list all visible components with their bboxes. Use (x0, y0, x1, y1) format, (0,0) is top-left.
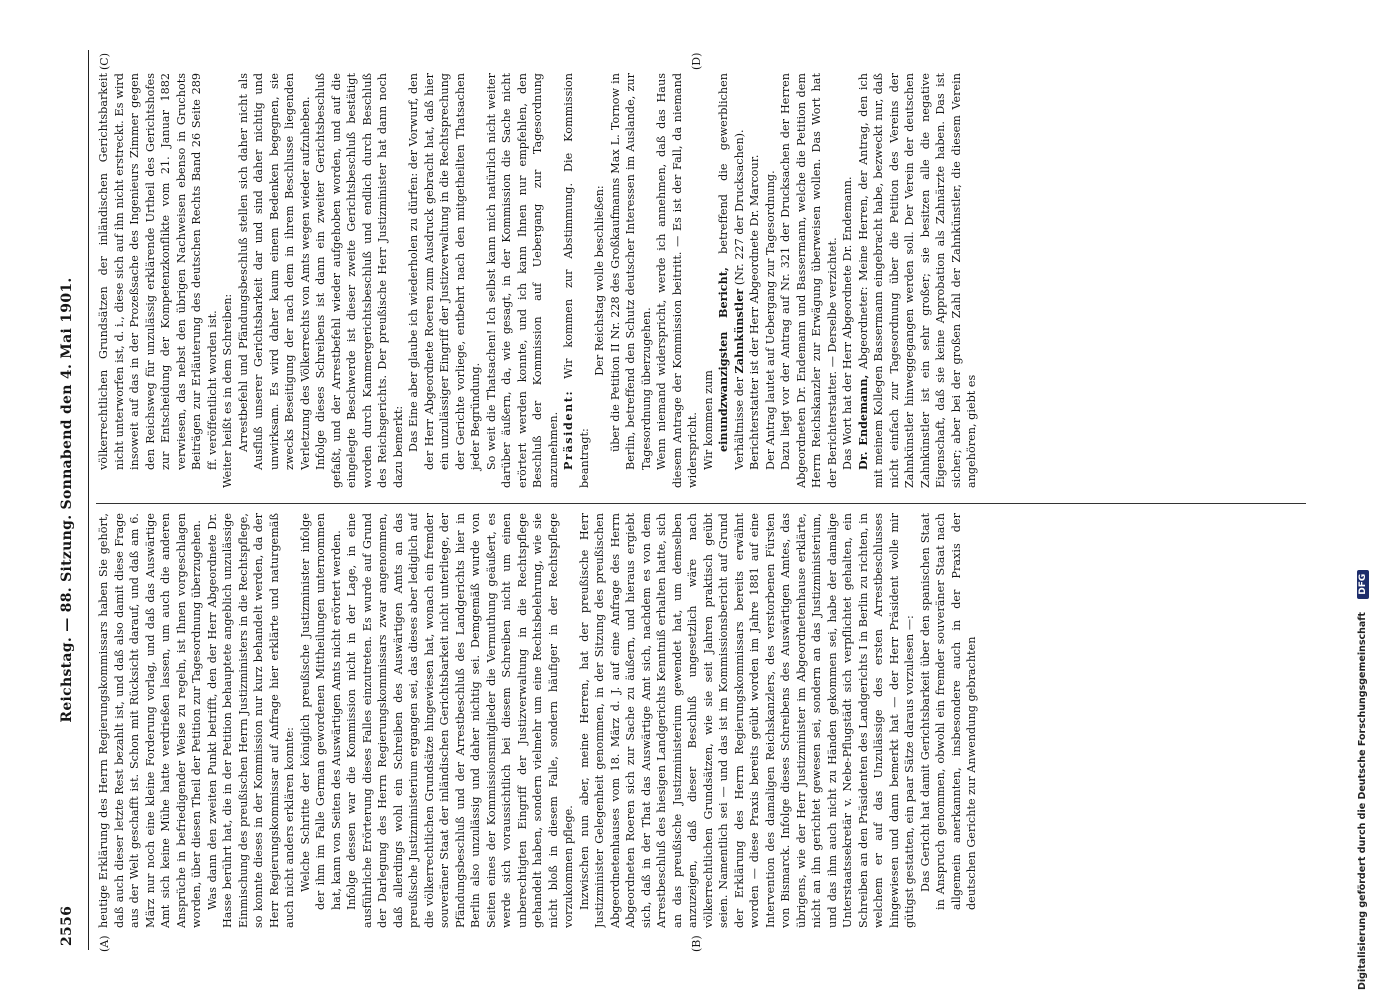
margin-marker-a: (A) (98, 935, 111, 952)
paragraph: Was dann den zweiten Punkt betrifft, den der Herr Abgeordnete Dr. Hasse berührt hat, die in der Petition behauptete angeblich unzulässige Einmischung des preußischen Herrn Justizministers in die Rechtspflege, so konnte dieses in der Kommission nur kurz behandelt werden, da der Herr Regierungskommissar auf Anfrage hier erklärte und naturgemäß auch nicht anders erklären konnte: (205, 513, 296, 928)
quote: Das Eine aber glaube ich wiederholen zu dürfen: der Vorwurf, den der Herr Abgeordnete Roeren zum Ausdruck gebracht hat, daß hier ein unzulässiger Eingriff der Justizverwaltung in die Rechtsprechung der Gerichte vorliege, entbehrt nach den mitgetheilten Thatsachen jeder Begründung. (407, 73, 482, 470)
paragraph (561, 73, 592, 488)
margin-marker-b: (B) (690, 935, 703, 952)
document-page (50, 50, 1320, 950)
page-header (50, 50, 84, 950)
resolution-text: über die Petition II Nr. 228 des Großkaufmanns Max L. Tornow in Berlin, betreffend den Schutz deutscher Interessen im Auslande, zur Tagesordnung überzugehen. (608, 73, 653, 470)
dfg-logo: DFG (1357, 570, 1369, 599)
header-rule (88, 50, 89, 950)
speaker-endemann: Dr. Endemann, (856, 374, 870, 470)
quote: völkerrechtlichen Grundsätzen der inländischen Gerichtsbarkeit nicht unterworfen ist, d. i., diese sich auf ihn nicht erstreckt. Es wird insoweit auf das in der Prozeßsache des Ingenieurs Zimmer gegen den Reichsweg für unzulässig erklärende Urtheil des Gerichtshofes zur Entscheidung der Kompetenzkonflikte vom 21. Januar 1882 verwiesen, das nebst den übrigen Nachweisen ebenso in Gruchots Beiträgen zur Erläuterung des deutschen Rechts Band 26 Seite 289 ff. veröffentlicht worden ist. (97, 73, 219, 470)
column-divider (96, 503, 1306, 504)
right-column (96, 73, 1306, 488)
report-title: einundzwanzigsten Bericht, (717, 267, 730, 452)
paragraph: So weit die Thatsachen! Ich selbst kann mich natürlich nicht weiter darüber äußern, da, wie gesagt, in der Kommission die Sache nicht erörtert werden konnte, und ich kann Ihnen nur empfehlen, den Beschluß der Kommission auf Uebergang zur Tagesordnung anzunehmen. (484, 73, 560, 488)
paragraph: Wenn niemand widerspricht, werde ich annehmen, daß das Haus diesem Antrage der Kommission beitritt. — Es ist der Fall, da niemand widerspricht. (655, 73, 699, 488)
quote: Welche Schritte der königlich preußische Justizminister infolge der ihm im Falle German gewordenen Mittheilungen unternommen hat, kann von Seiten des Auswärtigen Amts nicht erörtert werden. (298, 513, 343, 910)
paragraph: Der Antrag lautet auf Uebergang zur Tagesordnung. (763, 170, 777, 470)
paragraph: heutige Erklärung des Herrn Regierungskommissars haben Sie gehört, daß auch dieser letzte Rest bezahlt ist, und daß also damit diese Frage aus der Welt geschafft ist. Schon mit Rücksicht darauf, und daß am 6. März nur noch eine kleine Forderung vorlag, und daß das Auswärtige Amt sich keine Mühe hatte verdrießen lassen, um auch die anderen Ansprüche in befriedigender Weise zu regeln, ist Ihnen vorgeschlagen worden, über diesen Theil der Petition zur Tagesordnung überzugehen. (97, 513, 203, 928)
paragraph: Inzwischen nun aber, meine Herren, hat der preußische Herr Justizminister Gelegenheit genommen, in der Sitzung des preußischen Abgeordnetenhauses vom 18. März d. J. auf eine Anfrage des Herrn Abgeordneten Roeren sich zur Sache zu äußern, und hieraus ergiebt sich, daß in der That das Auswärtige Amt sich, nachdem es von dem Arrestbeschluß des hiesigen Landgerichts Kenntniß erhalten hatte, sich an das preußische Justizministerium gewendet hat, um demselben anzuzeigen, daß dieser Beschluß ungesetzlich wäre nach völkerrechtlichen Grundsätzen, wie sie seit Jahren praktisch geübt seien. Namentlich sei — und das ist im Kommissionsbericht auf Grund der Erklärung des Herrn Regierungskommissars bereits erwähnt worden — diese Praxis bereits geübt worden im Jahre 1881 auf eine Intervention des damaligen Reichskanzlers, des verstorbenen Fürsten von Bismarck. Infolge dieses Schreibens des Auswärtigen Amtes, das übrigens, wie der Herr Justizminister im Abgeordnetenhause erklärte, nicht an ihn gerichtet gewesen sei, sondern an das Justizministerium, und das ihm auch nicht zu Händen gekommen sei, habe der damalige Unterstaatssekretär v. Nebe-Pflugstädt sich verpflichtet gehalten, ein Schreiben an den Präsidenten des Landgerichts I in Berlin zu richten, in welchem er auf das Unzulässige des ersten Arrestbeschlusses hingewiesen und dann bemerkt hat — der Herr Präsident wolle mir gütigst gestatten, ein paar Sätze daraus vorzulesen —: (577, 513, 916, 928)
report-item (716, 73, 747, 470)
paragraph: Das Wort hat der Herr Abgeordnete Dr. Endemann. (841, 176, 854, 470)
paragraph: Berichterstatter ist der Herr Abgeordnete Dr. Marcour. (748, 154, 761, 470)
quote: Das Gericht hat damit Gerichtsbarkeit über den spanischen Staat in Anspruch genommen, obwohl ein fremder souveräner Staat nach allgemein anerkannten, insbesondere auch in der Praxis der deutschen Gerichte zur Anwendung gebrachten (918, 513, 978, 910)
margin-marker-c: (C) (98, 53, 111, 70)
digitization-credit (1357, 10, 1369, 990)
running-head: Reichstag. — 88. Sitzung. Sonnabend den 4. Mai 1901. (59, 277, 75, 723)
paragraph-text: (Nr. 227 der Drucksachen). (732, 129, 746, 289)
paragraph (856, 73, 980, 488)
speaker-president: Präsident: (562, 389, 575, 470)
left-column (96, 513, 1306, 928)
credit-text: Digitalisierung gefördert durch die Deutsche Forschungsgemeinschaft (1357, 612, 1368, 990)
paragraph: Wir kommen zum (701, 370, 715, 470)
paragraph-text: betreffend die gewerblichen Verhältnisse der (717, 73, 746, 470)
paragraph: Dazu liegt vor der Antrag auf Nr. 321 der Drucksachen der Herren Abgeordneten Dr. Endemann und Bassermann, welche die Petition dem Herrn Reichskanzler zur Erwägung überweisen wollen. Das Wort hat der Berichterstatter. — Derselbe verzichtet. (779, 73, 839, 488)
paragraph: Infolge dieses Schreibens ist dann ein zweiter Gerichtsbeschluß gefaßt, und der Arrestbefehl wieder aufgehoben worden, und auf die eingelegte Beschwerde ist dieser zweite Gerichtsbeschluß bestätigt worden durch Kammergerichtsbeschluß und endlich durch Beschluß des Reichsgerichts. Der preußische Herr Justizminister hat dann noch dazu bemerkt: (314, 73, 405, 488)
paragraph-text: Abgeordneter: Meine Herren, der Antrag, den ich mit meinem Kollegen Bassermann eingebracht habe, bezweckt nur, daß nicht einfach zur Tagesordnung über die Petition des Vereins der Zahnkünstler hinweggegangen werden soll. Der Verein der deutschen Zahnkünstler ist ein sehr großer; sie besitzen alle die negative Eigenschaft, daß sie keine Approbation als Zahnärzte haben. Das ist sicher; aber bei der großen Zahl der Zahnkünstler, die diesem Verein angehören, giebt es (856, 73, 978, 488)
report-subject: Zahnkünstler (732, 288, 746, 374)
margin-marker-d: (D) (690, 52, 703, 70)
page-number: 2556 (59, 905, 75, 946)
quote: Arrestbefehl und Pfändungsbeschluß stellen sich daher nicht als Ausfluß unserer Gerichtsbarkeit dar und sind daher nichtig und unwirksam. Es wird daher kaum einem Bedenken begegnen, sie zwecks Beseitigung der nach dem in ihrem Beschlusse liegenden Verletzung des Völkerrechts von Amts wegen wieder aufzuheben. (236, 73, 312, 470)
paragraph: Weiter heißt es in dem Schreiben: (221, 293, 234, 488)
paragraph: Infolge dessen war die Kommission nicht in der Lage, in eine ausführliche Erörterung dieses Falles einzutreten. Es wurde auf Grund der Darlegung des Herrn Regierungskommissars zwar angenommen, daß allerdings wohl ein Schreiben des Auswärtigen Amts an das preußische Justizministerium ergangen sei, das dieses aber lediglich auf die völkerrechtlichen Grundsätze hingewiesen hat, wonach ein fremder souveräner Staat der inländischen Gerichtsbarkeit nicht unterliege, der Pfändungsbeschluß und der Arrestbeschluß des Landgerichts hier in Berlin also unzulässig und daher nichtig sei. Demgemäß wurde von Seiten eines der Kommissionsmitglieder die Vermuthung geäußert, es werde sich voraussichtlich bei diesem Schreiben nicht um einen unberechtigten Eingriff der Justizverwaltung in die Rechtspflege gehandelt haben, sondern vielmehr um eine Rechtsbelehrung, wie sie nicht bloß in diesem Falle, sondern häufiger in der Rechtspflege vorzukommen pflege. (345, 513, 575, 928)
paragraph-text: Wir kommen zur Abstimmung. Die Kommission beantragt: (562, 73, 591, 488)
resolution-heading: Der Reichstag wolle beschließen: (593, 185, 606, 376)
